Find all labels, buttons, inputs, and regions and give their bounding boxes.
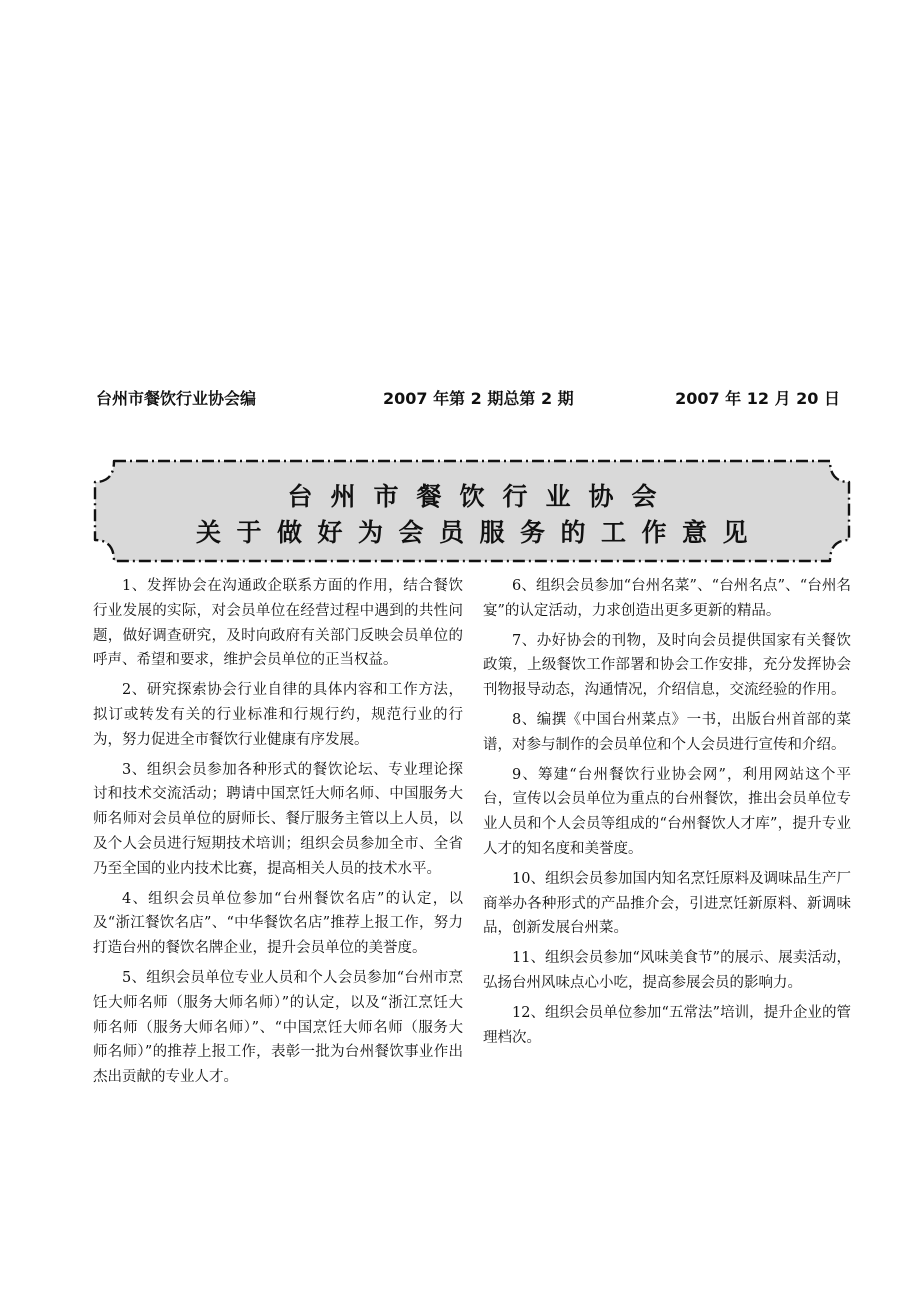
- title-line-1: 台州市餐饮行业协会: [287, 482, 675, 511]
- right-column: [483, 574, 851, 1055]
- issue-number: 2007 年第 2 期总第 2 期: [383, 389, 574, 408]
- paragraph-8: 8、编撰《中国台州菜点》一书，出版台州首部的菜谱，对参与制作的会员单位和个人会员进行宣传和介绍。: [483, 711, 851, 753]
- paragraph-11: 11、组织会员参加“风味美食节”的展示、展卖活动，弘扬台州风味点心小吃，提高参展会员的影响力。: [483, 950, 851, 991]
- paragraph-6: 6、组织会员参加“台州名菜”、“台州名点”、“台州名宴”的认定活动，力求创造出更多更新的精品。: [483, 578, 851, 619]
- title-banner: [92, 458, 852, 564]
- left-column: [93, 574, 463, 1095]
- paragraph-3: 3、组织会员参加各种形式的餐饮论坛、专业理论探讨和技术交流活动；聘请中国烹饪大师名师、中国服务大师名师对会员单位的厨师长、餐厅服务主管以上人员，以及个人会员进行短期技术培训；组织会员参加全市、全省乃至全国的业内技术比赛，提高相关人员的技术水平。: [93, 761, 463, 877]
- issue-date: 2007 年 12 月 20 日: [675, 389, 840, 408]
- publisher-label: 台州市餐饮行业协会编: [96, 389, 257, 408]
- paragraph-12: 12、组织会员单位参加“五常法”培训，提升企业的管理档次。: [483, 1004, 851, 1046]
- paragraph-1: 1、发挥协会在沟通政企联系方面的作用，结合餐饮行业发展的实际，对会员单位在经营过程中遇到的共性问题，做好调查研究，及时向政府有关部门反映会员单位的呼声、希望和要求，维护会员单位的正当权益。: [93, 578, 463, 669]
- paragraph-7: 7、办好协会的刊物，及时向会员提供国家有关餐饮政策，上级餐饮工作部署和协会工作安排，充分发挥协会刊物报导动态，沟通情况，介绍信息，交流经验的作用。: [483, 632, 851, 699]
- paragraph-10: 10、组织会员参加国内知名烹饪原料及调味品生产厂商举办各种形式的产品推介会，引进烹饪新原料、新调味品，创新发展台州菜。: [483, 870, 851, 937]
- title-line-2: 关于做好为会员服务的工作意见: [195, 518, 763, 547]
- issue-header: [96, 386, 840, 410]
- paragraph-5: 5、组织会员单位专业人员和个人会员参加“台州市烹饪大师名师（服务大师名师）”的认定，以及“浙江烹饪大师名师（服务大师名师）”、“中国烹饪大师名师（服务大师名师）”的推荐上报工作，表彰一批为台州餐饮事业作出杰出贡献的专业人才。: [93, 969, 463, 1086]
- paragraph-4: 4、组织会员单位参加“台州餐饮名店”的认定，以及“浙江餐饮名店”、“中华餐饮名店”推荐上报工作，努力打造台州的餐饮名牌企业，提升会员单位的美誉度。: [93, 890, 463, 957]
- paragraph-2: 2、研究探索协会行业自律的具体内容和工作方法，拟订或转发有关的行业标准和行规行约，规范行业的行为，努力促进全市餐饮行业健康有序发展。: [93, 682, 463, 748]
- paragraph-9: 9、筹建“台州餐饮行业协会网”，利用网站这个平台，宣传以会员单位为重点的台州餐饮，推出会员单位专业人员和个人会员等组成的“台州餐饮人才库”，提升专业人才的知名度和美誉度。: [483, 766, 851, 857]
